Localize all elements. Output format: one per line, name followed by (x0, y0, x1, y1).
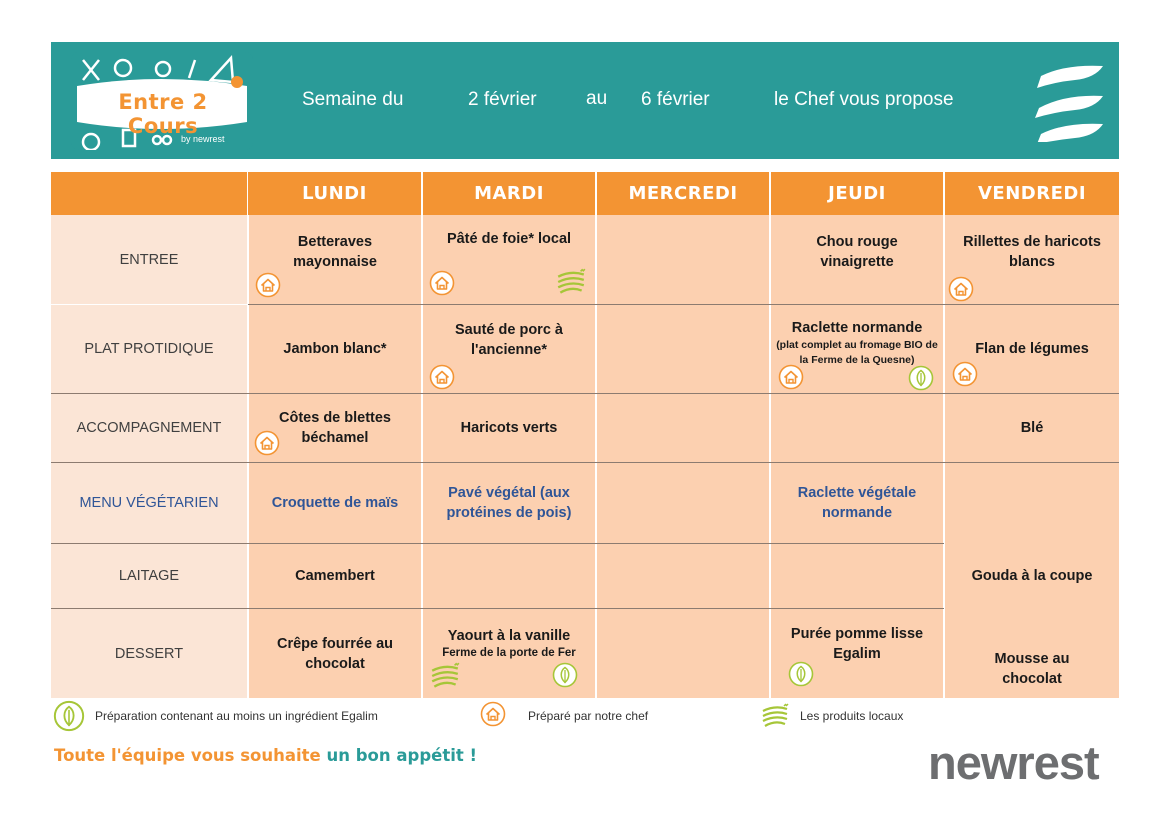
egalim-leaf-icon (53, 700, 85, 732)
newrest-brand-logo: newrest (928, 736, 1099, 789)
menu-cell (771, 463, 943, 543)
house-chef-icon (778, 364, 804, 390)
house-chef-icon (429, 364, 455, 390)
dish-name: Mousse au chocolat (994, 650, 1070, 687)
menu-cell (249, 609, 421, 698)
dish-name: Yaourt à la vanille (447, 628, 571, 644)
menu-table (51, 172, 1119, 698)
egalim-leaf-icon (552, 662, 578, 688)
row-label-entree: ENTREE (51, 215, 247, 304)
day-header-lundi: LUNDI (248, 172, 421, 215)
dish-name: Crêpe fourrée au chocolat (276, 635, 394, 672)
menu-cell (771, 215, 943, 304)
newrest-swoosh-icon (1035, 64, 1105, 142)
legend-local: Les produits locaux (800, 709, 904, 723)
menu-cell (945, 544, 1119, 608)
menu-cell (249, 305, 421, 393)
house-chef-icon (255, 272, 281, 298)
menu-cell (249, 544, 421, 608)
dish-name: Jambon blanc* (283, 341, 387, 357)
dish-name: Gouda à la coupe (971, 568, 1093, 584)
dish-name: Côtes de blettes béchamel (279, 410, 391, 446)
logo-subtitle: by newrest (181, 134, 225, 144)
dish-name: Croquette de maïs (271, 495, 399, 511)
house-chef-icon (254, 430, 280, 456)
menu-cell (249, 463, 421, 543)
row-label-laitage: LAITAGE (51, 544, 247, 608)
dish-name: Rillettes de haricots blancs (963, 233, 1101, 270)
dish-name: Haricots verts (460, 420, 558, 436)
corner-header (51, 172, 247, 215)
dish-name: Flan de légumes (975, 341, 1089, 357)
column-divider (595, 215, 597, 698)
chef-proposes-text: le Chef vous propose (774, 89, 954, 110)
dish-name: Raclette normande (791, 320, 923, 336)
row-label-plat: PLAT PROTIDIQUE (51, 305, 247, 393)
day-header-mercredi: MERCREDI (597, 172, 769, 215)
local-fields-icon (555, 268, 587, 296)
house-chef-icon (948, 276, 974, 302)
dish-name: Raclette végétale normande (797, 485, 917, 521)
dish-name: Camembert (295, 568, 375, 584)
dish-name: Pâté de foie* local (446, 230, 572, 247)
week-start-date: 2 février (468, 89, 537, 110)
egalim-leaf-icon (788, 661, 814, 687)
dish-name: Purée pomme lisse Egalim (790, 626, 924, 662)
day-header-mardi: MARDI (423, 172, 595, 215)
date-separator: au (586, 88, 608, 109)
day-header-jeudi: JEUDI (771, 172, 943, 215)
legend-egalim: Préparation contenant au moins un ingrédient Egalim (95, 709, 378, 723)
dish-note: Ferme de la porte de Fer (442, 647, 576, 659)
local-fields-icon (429, 662, 461, 690)
menu-cell (945, 394, 1119, 462)
row-label-dessert: DESSERT (51, 609, 247, 698)
menu-cell (423, 463, 595, 543)
week-label: Semaine du (302, 89, 404, 110)
house-chef-icon (429, 270, 455, 296)
row-divider (51, 543, 944, 544)
entre-2-cours-logo (71, 52, 253, 150)
menu-cell (423, 394, 595, 462)
week-end-date: 6 février (641, 89, 710, 110)
day-header-vendredi: VENDREDI (945, 172, 1119, 215)
footer-message (54, 746, 477, 765)
dish-name: Pavé végétal (aux protéines de pois) (446, 485, 572, 521)
egalim-leaf-icon (908, 365, 934, 391)
header-banner (51, 42, 1119, 159)
footer-message-part1: Toute l'équipe vous souhaite (54, 746, 321, 765)
house-chef-icon (952, 361, 978, 387)
row-label-accompagnement: ACCOMPAGNEMENT (51, 394, 247, 462)
legend-chef: Préparé par notre chef (528, 709, 649, 723)
dish-name: Betteraves mayonnaise (293, 233, 377, 270)
column-mercredi (597, 215, 769, 698)
footer-message-part2: un bon appétit ! (326, 746, 478, 765)
local-fields-icon (760, 703, 790, 729)
house-chef-icon (480, 701, 506, 727)
logo-title: Entre 2 Cours (118, 90, 208, 138)
dish-name: Sauté de porc à l'ancienne* (455, 322, 563, 358)
dish-name: Blé (1020, 420, 1044, 436)
row-label-vegetarien: MENU VÉGÉTARIEN (51, 463, 247, 543)
menu-cell (945, 609, 1119, 698)
dish-note: (plat complet au fromage BIO de la Ferme de la Quesne) (776, 339, 938, 366)
dish-name: Chou rouge vinaigrette (816, 233, 898, 270)
